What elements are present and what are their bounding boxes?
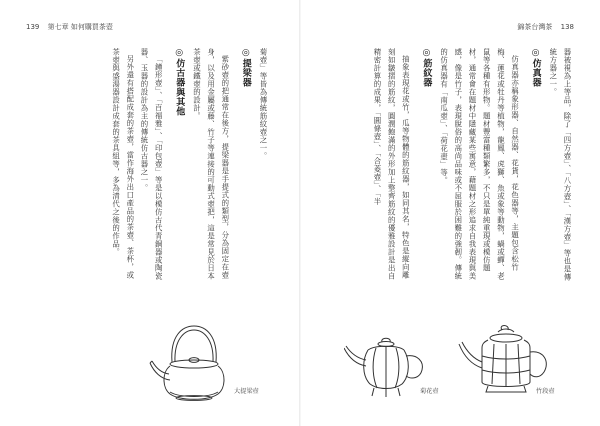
left-intro-text: 菊壺」等皆為傳統筋紋壺之一。 — [259, 48, 268, 160]
chrysanthemum-teapot-caption: 菊花壺 — [420, 388, 439, 395]
bamboo-teapot-caption: 竹段壺 — [536, 388, 555, 395]
naturalistic-paragraph: 仿真器亦稱象形器、自然器、花貨，花色器等，主題包含松竹梅、蓮花或牡丹等植物，龍鳳、虎獅、魚或象等動物，蝸或蟬、老鼠等各種有形物。題材豐富種類繁多，不只是單純重現或模仿題材，通常會在題材中隱藏某些寓意，藉題材之形追求自我表現與美感，像是竹子，表現脫俗的高尚品味或不屈服於困難的強韌。傳統的仿真器有「南瓜壺」、「荷花壺」等。 — [439, 48, 520, 280]
chrysanthemum-teapot-illustration — [344, 330, 428, 402]
antique-heading: ◎仿古器與其他 — [174, 48, 185, 117]
right-book-title: 錦茶台灣茶 — [517, 23, 553, 31]
lift-handle-heading: ◎提梁器 — [240, 48, 251, 88]
left-text-block — [38, 48, 270, 286]
right-running-head — [517, 22, 574, 32]
right-page-number: 138 — [560, 23, 574, 31]
right-text-block — [338, 48, 574, 286]
antique-paragraph-2: 另外還有搭配成套的茶壺，當作海外出口產品的茶壺、茶杯，或茶壺與盛湯器設計成套的茶具組等，多為清代之後的作品。 — [111, 48, 135, 280]
left-page-number: 139 — [26, 23, 40, 31]
right-intro-text: 器被視為上等品，除了「四方壺」、「八方壺」、「漢方壺」等也是傳統方器之一。 — [548, 48, 572, 282]
left-chapter-title: 第七章 如何購買茶壺 — [47, 23, 113, 31]
ribbed-heading: ◎筋紋器 — [421, 48, 432, 88]
right-page — [300, 0, 600, 426]
lift-handle-teapot-illustration — [148, 318, 240, 404]
antique-paragraph-1: 「鐘形壺」、「百福雅」、「印包壺」等是以模仿古代青銅器或陶瓷器、玉器的設計為主的傳統仿古器之一。 — [139, 48, 164, 281]
left-running-head — [26, 22, 113, 32]
lift-handle-teapot-caption: 大提梁壺 — [234, 388, 259, 395]
ribbed-paragraph: 抽象表現花或竹，瓜等物體的筋紋器，如同其名，特色是縱向雕刻如皺摺的筋紋，圓潤飽滿的外形加上整齊筋紋的優雅設計是出自精密計算的成果，「圓條壺」、「合菱壺」、「半 — [372, 48, 411, 280]
naturalistic-heading: ◎仿真器 — [530, 48, 541, 88]
lift-handle-paragraph: 紫砂壺的把通常在後方，提梁器是手提式的類型，分為固定在壺身，以及用金屬或藤、竹子等連接的可動式壺把，這是常見於日本茶壺或鐵壺的設計。 — [192, 48, 230, 280]
